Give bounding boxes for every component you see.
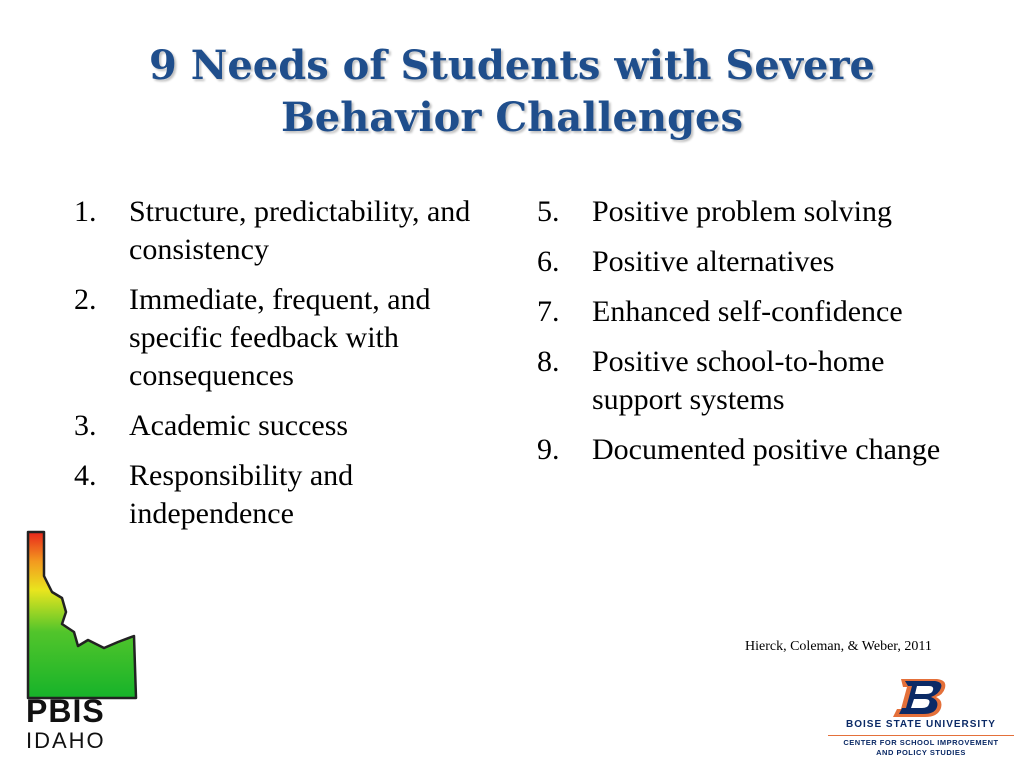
pbis-wordmark: PBIS <box>26 693 105 729</box>
bsu-wordmark: BOISE STATE UNIVERSITY <box>846 719 996 730</box>
list-item-number: 9. <box>537 433 560 466</box>
list-item-number: 6. <box>537 245 560 278</box>
list-item <box>74 193 494 269</box>
bsu-center-name <box>826 738 1016 758</box>
slide-title-line-1: 9 Needs of Students with Severe <box>149 42 875 89</box>
slide-title-line-2: Behavior Challenges <box>280 94 744 141</box>
needs-list-right <box>537 193 977 481</box>
list-item-text: Enhanced self-confidence <box>592 295 903 328</box>
list-item-text: Positive school-to-home support systems <box>592 345 885 416</box>
list-item <box>537 193 977 231</box>
list-item-number: 4. <box>74 459 97 492</box>
slide-title <box>0 40 1024 144</box>
bsu-divider <box>828 735 1014 736</box>
list-item-number: 1. <box>74 195 97 228</box>
list-item-number: 8. <box>537 345 560 378</box>
list-item <box>537 293 977 331</box>
list-item <box>74 407 494 445</box>
list-item <box>74 457 494 533</box>
list-item-number: 5. <box>537 195 560 228</box>
citation: Hierck, Coleman, & Weber, 2011 <box>745 639 932 654</box>
bsu-center-line-1: CENTER FOR SCHOOL IMPROVEMENT <box>843 738 999 747</box>
list-item-number: 3. <box>74 409 97 442</box>
list-item <box>537 431 977 469</box>
list-item <box>74 281 494 395</box>
list-item <box>537 243 977 281</box>
idaho-wordmark: IDAHO <box>26 728 106 753</box>
boise-state-b-icon <box>893 677 949 719</box>
list-item-text: Documented positive change <box>592 433 941 466</box>
list-item-text: Immediate, frequent, and specific feedback with consequences <box>129 283 431 392</box>
list-item-text: Responsibility and independence <box>129 459 354 530</box>
list-item-text: Positive problem solving <box>592 195 892 228</box>
bsu-center-line-2: AND POLICY STUDIES <box>876 748 966 757</box>
list-item-number: 7. <box>537 295 560 328</box>
list-item-number: 2. <box>74 283 97 316</box>
needs-list-left <box>74 193 494 545</box>
list-item <box>537 343 977 419</box>
list-item-text: Structure, predictability, and consistency <box>129 195 471 266</box>
list-item-text: Academic success <box>129 409 349 442</box>
list-item-text: Positive alternatives <box>592 245 835 278</box>
